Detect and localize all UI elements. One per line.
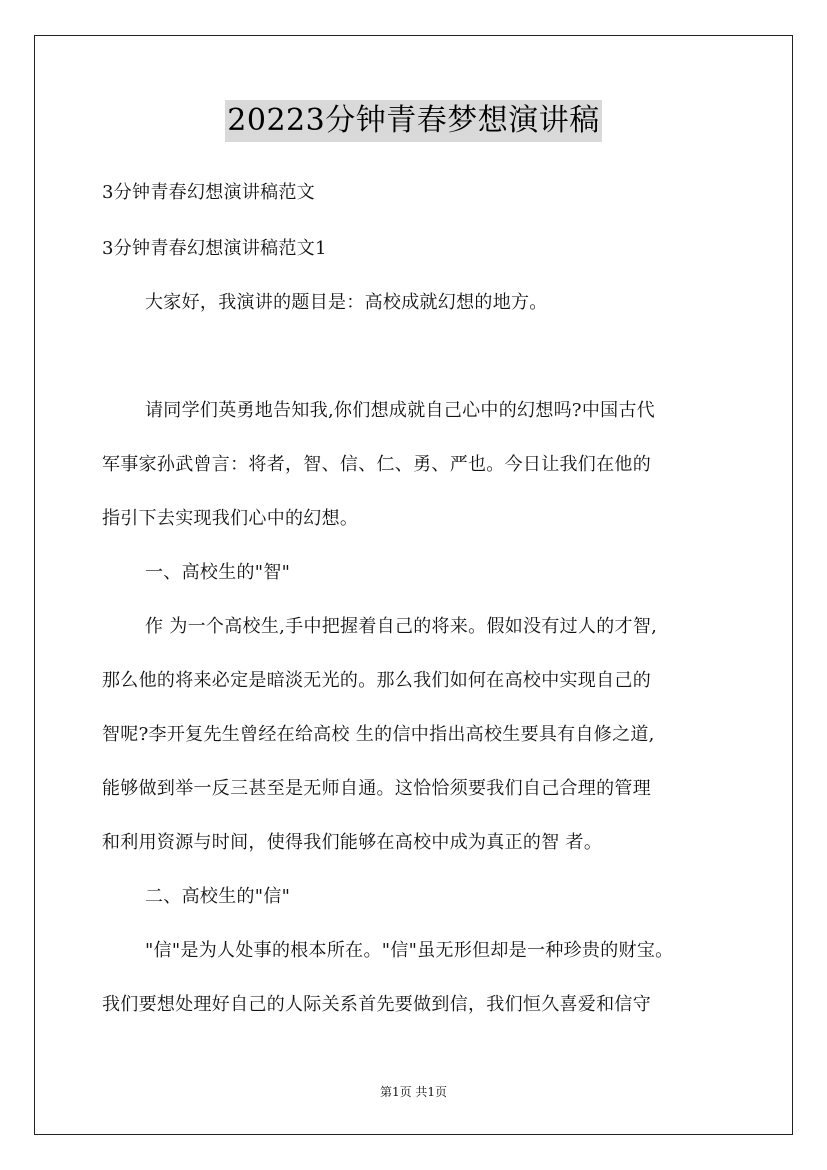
document-title: 20223分钟青春梦想演讲稿 (225, 100, 601, 142)
paragraph-line: 军事家孙武曾言：将者，智、信、仁、勇、严也。今日让我们在他的 (102, 454, 651, 475)
paragraph-line: 能够做到举一反三甚至是无师自通。这恰恰须要我们自己合理的管理 (102, 778, 651, 799)
title-container (0, 100, 827, 142)
paragraph-line: 大家好，我演讲的题目是：高校成就幻想的地方。 (145, 292, 548, 313)
paragraph-line: 作 为一个高校生,手中把握着自己的将来。假如没有过人的才智, (145, 616, 658, 637)
section-heading-xin: 二、高校生的"信" (145, 886, 291, 907)
paragraph-line: 那么他的将来必定是暗淡无光的。那么我们如何在高校中实现自己的 (102, 670, 651, 691)
paragraph-line: "信"是为人处事的根本所在。"信"虽无形但却是一种珍贵的财宝。 (145, 940, 674, 961)
paragraph-line: 指引下去实现我们心中的幻想。 (102, 508, 359, 529)
paragraph-line: 请同学们英勇地告知我,你们想成就自己心中的幻想吗?中国古代 (145, 400, 656, 421)
section-heading-zhi: 一、高校生的"智" (145, 562, 291, 583)
page-footer: 第1页 共1页 (379, 1085, 448, 1099)
paragraph-line: 智呢?李开复先生曾经在给高校 生的信中指出高校生要具有自修之道, (102, 724, 655, 745)
section-heading: 3分钟青春幻想演讲稿范文1 (102, 238, 327, 259)
document-subtitle: 3分钟青春幻想演讲稿范文 (102, 182, 316, 203)
paragraph-line: 和利用资源与时间，使得我们能够在高校中成为真正的智 者。 (102, 832, 603, 853)
paragraph-line: 我们要想处理好自己的人际关系首先要做到信，我们恒久喜爱和信守 (102, 994, 651, 1015)
